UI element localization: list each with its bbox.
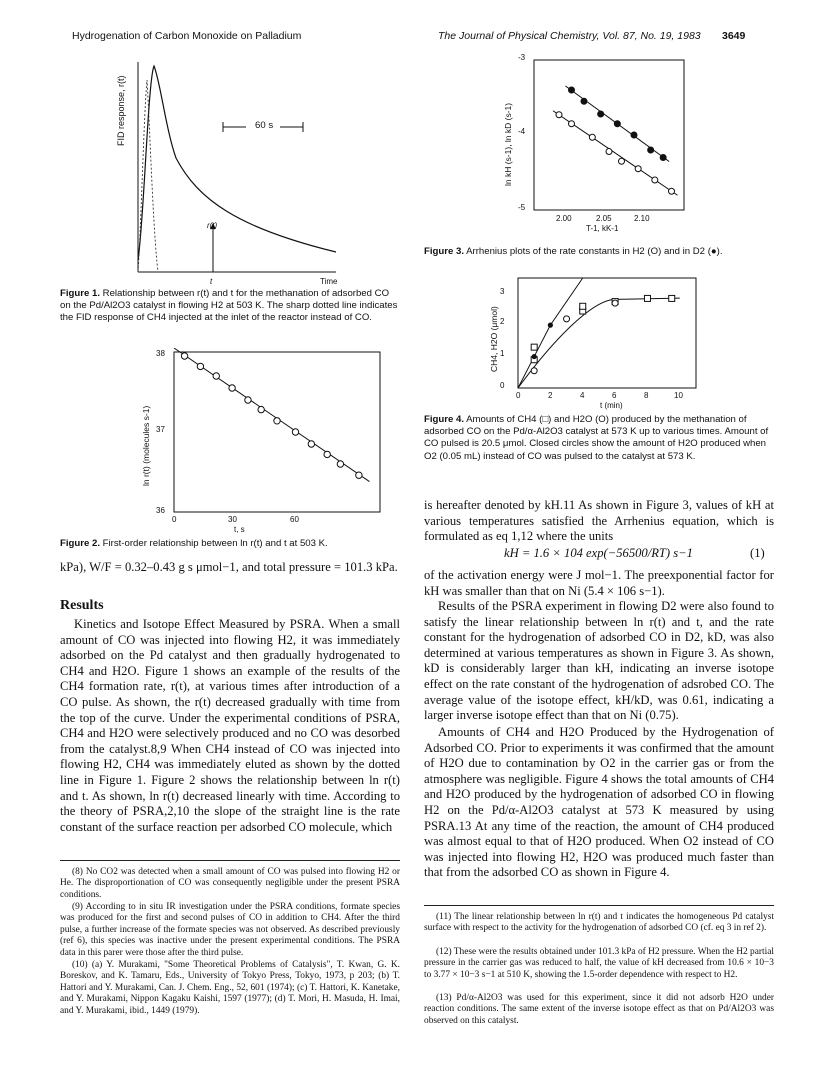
figure-4-point-ch4 — [669, 295, 675, 301]
figure-4-xtick-2: 2 — [548, 391, 553, 400]
right-paragraph-4: Amounts of CH4 and H2O Produced by the Hydrogenation of Adsorbed CO. Prior to experiments it was confirmed that the amount of H2O due to contamination by O2 in the carrier gas or from the atmosphere was negligible. Figure 4 shows the total amounts of CH4 and H2O produced by the hydrogenation of adsorbed CO in flowing H2 on the Pd/α-Al2O3 catalyst at 573 K measured by using PSRA.13 At any time of the reaction, the amount of CH4 produced was almost equal to that of H2O produced. When O2 instead of CO was injected into flowing H2, H2O was produced much faster than that from the adsorbed CO as shown in Figure 4. — [424, 725, 774, 880]
figure-3-point-D2 — [660, 155, 666, 161]
figure-4-o2-line — [518, 278, 583, 388]
footnote-10: (10) (a) Y. Murakami, "Some Theoretical Problems of Catalysis", T. Kwan, G. K. Boreskov, and K. Tamaru, Eds., University of Tokyo Press, Tokyo, 1973, p 203; (b) T. Hattori and Y. Murakami, Can. J. Chem. Eng., 52, 601 (1974); (c) T. Hattori, K. Kanetake, and Y. Murakami, Nippon Kagaku Kaishi, 1597 (1977); (d) T. Mori, H. Masuda, H. Imai, and Y. Murakami, ibid., 1449 (1979). — [60, 960, 400, 1016]
figure-4-point-h2o — [612, 300, 618, 306]
figure-4-xtick-10: 10 — [674, 391, 683, 400]
figure-3-point-H2 — [619, 158, 625, 164]
figure-4-xtick-6: 6 — [612, 391, 617, 400]
figure-2-point — [245, 397, 251, 403]
figure-2-point — [181, 353, 187, 359]
figure-2-point — [337, 461, 343, 467]
figure-4-frame — [518, 278, 696, 388]
footnote-8: (8) No CO2 was detected when a small amount of CO was pulsed into flowing H2 or He. The disproportionation of CO was consequently negligible under the present PSRA conditions. — [60, 867, 400, 900]
figure-2-ytick-36: 36 — [156, 506, 165, 515]
figure-3-point-H2 — [589, 134, 595, 140]
figure-3-point-D2 — [614, 121, 620, 127]
figure-2-xtick-30: 30 — [228, 515, 237, 524]
figure-4-point-ch4 — [531, 344, 537, 350]
figure-2-frame — [174, 352, 380, 512]
right-paragraph-1: is hereafter denoted by kH.11 As shown in Figure 3, values of kH at various temperatures satisfied the Arrhenius equation, which is formulated as eq 1,12 where the units — [424, 498, 774, 544]
figure-3-point-D2 — [581, 98, 587, 104]
figure-2-point — [229, 385, 235, 391]
figure-1-t-label: t — [210, 277, 213, 286]
figure-3-xtick-2-00: 2.00 — [556, 214, 572, 223]
figure-4-ytick-1: 1 — [500, 349, 505, 358]
figure-2-point — [258, 406, 264, 412]
figure-4-ch4-curve — [518, 298, 680, 388]
figure-3-point-D2 — [631, 132, 637, 138]
figure-4-point-ch4 — [580, 303, 586, 309]
results-heading: Results — [60, 598, 104, 613]
figure-3-xtick-2-10: 2.10 — [634, 214, 650, 223]
page-number: 3649 — [722, 30, 746, 42]
equation-1: kH = 1.6 × 104 exp(−56500/RT) s−1 — [504, 546, 693, 560]
right-paragraph-2: of the activation energy were J mol−1. The preexponential factor for kH was smaller than that on Ni (5.4 × 106 s−1). — [424, 568, 774, 598]
figure-4-y-label-wrap — [488, 286, 500, 376]
figure-4-point-h2o — [564, 316, 570, 322]
figure-4-point-h2o — [531, 368, 537, 374]
left-paragraph-1: Kinetics and Isotope Effect Measured by PSRA. When a small amount of CO was injected into flowing H2, it was immediately adsorbed on the Pd catalyst and then gradually hydrogenated to CH4 and H2O. Figure 1 shows an example of the results of the CH4 formation rate, r(t), at various times after introduction of a CO pulse. As shown, the r(t) decreased gradually with time from the top of the curve. Under the experimental conditions of PSRA, CH4 and H2O were selectively produced and no CO was desorbed from the catalyst.8,9 When CH4 instead of CO was injected into flowing H2, CH4 was immediately eluted as shown by the dotted line in Figure 1. Figure 2 shows the relationship between ln r(t) and t. As shown, ln r(t) decreased linearly with time. According to the theory of PSRA,2,10 the slope of the straight line is the rate constant of the surface reaction per adsorbed CO molecule, which — [60, 617, 400, 834]
figure-1-x-label: Time — [320, 277, 338, 286]
figure-2-point — [274, 418, 280, 424]
figure-2-caption: Figure 2. First-order relationship between ln r(t) and t at 503 K. — [60, 538, 328, 549]
figure-3-point-H2 — [635, 166, 641, 172]
figure-2-ytick-37: 37 — [156, 425, 165, 434]
left-footnote-rule — [60, 860, 400, 861]
footnote-12: (12) These were the results obtained under 101.3 kPa of H2 pressure. When the H2 partial pressure in the carrier gas was reduced to half, the value of kH decreased from 10.6 × 10−3 to 3.77 × 10−3 s−1 at 510 K, showing the 1.5-order dependence with respect to H2. — [424, 947, 774, 980]
footnote-13: (13) Pd/α-Al2O3 was used for this experiment, since it did not adsorb H2O under reaction conditions. The same extent of the inverse isotope effect as that on Pd/Al2O3 was observed on this catalyst. — [424, 993, 774, 1026]
equation-1-number: (1) — [750, 546, 765, 560]
figure-2-point — [197, 363, 203, 369]
figure-4-point-ch4 — [644, 295, 650, 301]
figure-4-caption: Figure 4. Amounts of CH4 (□) and H2O (O) produced by the methanation of adsorbed CO on the Pd/α-Al2O3 catalyst at 573 K up to various times. Amount of CO pulsed is 20.5 μmol. Closed circles show the amount of H2O produced when O2 (0.05 mL) instead of CO was pulsed to the catalyst at 573 K. — [424, 414, 769, 462]
figure-4-ytick-2: 2 — [500, 317, 505, 326]
running-header-left: Hydrogenation of Carbon Monoxide on Palladium — [72, 30, 302, 42]
figure-4-plot — [500, 270, 710, 405]
figure-1-scale-label: 60 s — [255, 120, 274, 131]
figure-3-point-H2 — [606, 149, 612, 155]
figure-3-point-D2 — [648, 147, 654, 153]
figure-1-y-label-wrap — [115, 60, 129, 150]
figure-3-point-H2 — [652, 177, 658, 183]
figure-3-point-H2 — [569, 121, 575, 127]
figure-4-xtick-4: 4 — [580, 391, 585, 400]
figure-2-ytick-38: 38 — [156, 349, 165, 358]
figure-4-point-o2 — [532, 354, 537, 359]
figure-4-x-label: t (min) — [600, 401, 623, 410]
figure-3-plot — [520, 52, 700, 222]
figure-4-ytick-0: 0 — [500, 381, 505, 390]
figure-3-ytick-m3: -3 — [518, 53, 526, 62]
figure-3-point-D2 — [598, 111, 604, 117]
footnote-11: (11) The linear relationship between ln r(t) and t indicates the homogeneous Pd catalyst surface with respect to the activity for the hydrogenation of adsorbed CO (cf. eq 3 in ref 2). — [424, 912, 774, 934]
figure-3-ytick-m4: -4 — [518, 127, 526, 136]
figure-1-plot — [108, 50, 340, 282]
figure-3-x-label: T-1, kK-1 — [586, 224, 619, 233]
figure-3-caption: Figure 3. Arrhenius plots of the rate constants in H2 (O) and in D2 (●). — [424, 246, 723, 257]
right-paragraph-3: Results of the PSRA experiment in flowing D2 were also found to satisfy the linear relationship between ln r(t) and t, and the rate constant for the hydrogenation of adsorbed CO in D2, kD, was also determined at various temperatures as shown in Figure 3. As shown, kD is considerably larger than kH, indicating an inverse isotope effect on the rate constant of the hydrogenation of adsrobed CO. The average value of the isotope effect, kH/kD, was 0.61, indicating a larger inverse isotope effect than that on Ni (0.75). — [424, 599, 774, 723]
figure-2-y-label: ln r(t) (molecules s-1) — [141, 405, 151, 486]
figure-4-ytick-3: 3 — [500, 287, 505, 296]
figure-1-ch4-dotted-curve — [138, 80, 158, 272]
figure-2-plot — [150, 348, 390, 533]
figure-3-point-H2 — [556, 112, 562, 118]
figure-3-xtick-2-05: 2.05 — [596, 214, 612, 223]
footnote-9: (9) According to in situ IR investigation under the PSRA conditions, formate species was produced for the first and second pulses of CO in addition to CH4. After the third pulse, a further increase of the formate species was not observed. As described previously (ref 6), this species was inactive under the present experimental conditions. The PSRA data in this parer were those after the third pulse. — [60, 902, 400, 958]
figure-1-caption: Figure 1. Relationship between r(t) and t for the methanation of adsorbed CO on the Pd/Al2O3 catalyst in flowing H2 at 503 K. The sharp dotted line indicates the FID response of CH4 injected at the inlet of the reactor instead of CO. — [60, 288, 398, 324]
figure-2-y-label-wrap — [140, 360, 152, 490]
figure-2-point — [324, 451, 330, 457]
figure-3-ytick-m5: -5 — [518, 203, 526, 212]
figure-1-response-curve — [138, 66, 336, 260]
figure-2-xtick-0: 0 — [172, 515, 177, 524]
figure-4-y-label: CH4, H2O (μmol) — [489, 306, 499, 372]
figure-4-xtick-0: 0 — [516, 391, 521, 400]
figure-2-point — [213, 373, 219, 379]
running-header-right: The Journal of Physical Chemistry, Vol. 87, No. 19, 1983 — [438, 30, 701, 42]
figure-1-y-label: FID response, r(t) — [116, 75, 126, 146]
figure-1-rt-label: r(t) — [207, 221, 218, 230]
figure-2-xtick-60: 60 — [290, 515, 299, 524]
right-footnote-rule — [424, 905, 774, 906]
figure-3-y-label-wrap — [502, 70, 514, 190]
figure-2-point — [308, 441, 314, 447]
figure-3-frame — [534, 60, 684, 210]
figure-3-y-label: ln kH (s-1), ln kD (s-1) — [503, 102, 513, 186]
figure-4-point-o2 — [548, 323, 553, 328]
figure-2-point — [356, 472, 362, 478]
left-paragraph-0: kPa), W/F = 0.32–0.43 g s μmol−1, and total pressure = 101.3 kPa. — [60, 560, 398, 574]
figure-3-point-H2 — [669, 188, 675, 194]
figure-3-point-D2 — [569, 87, 575, 93]
figure-2-x-label: t, s — [234, 525, 245, 534]
figure-2-point — [292, 429, 298, 435]
figure-4-xtick-8: 8 — [644, 391, 649, 400]
